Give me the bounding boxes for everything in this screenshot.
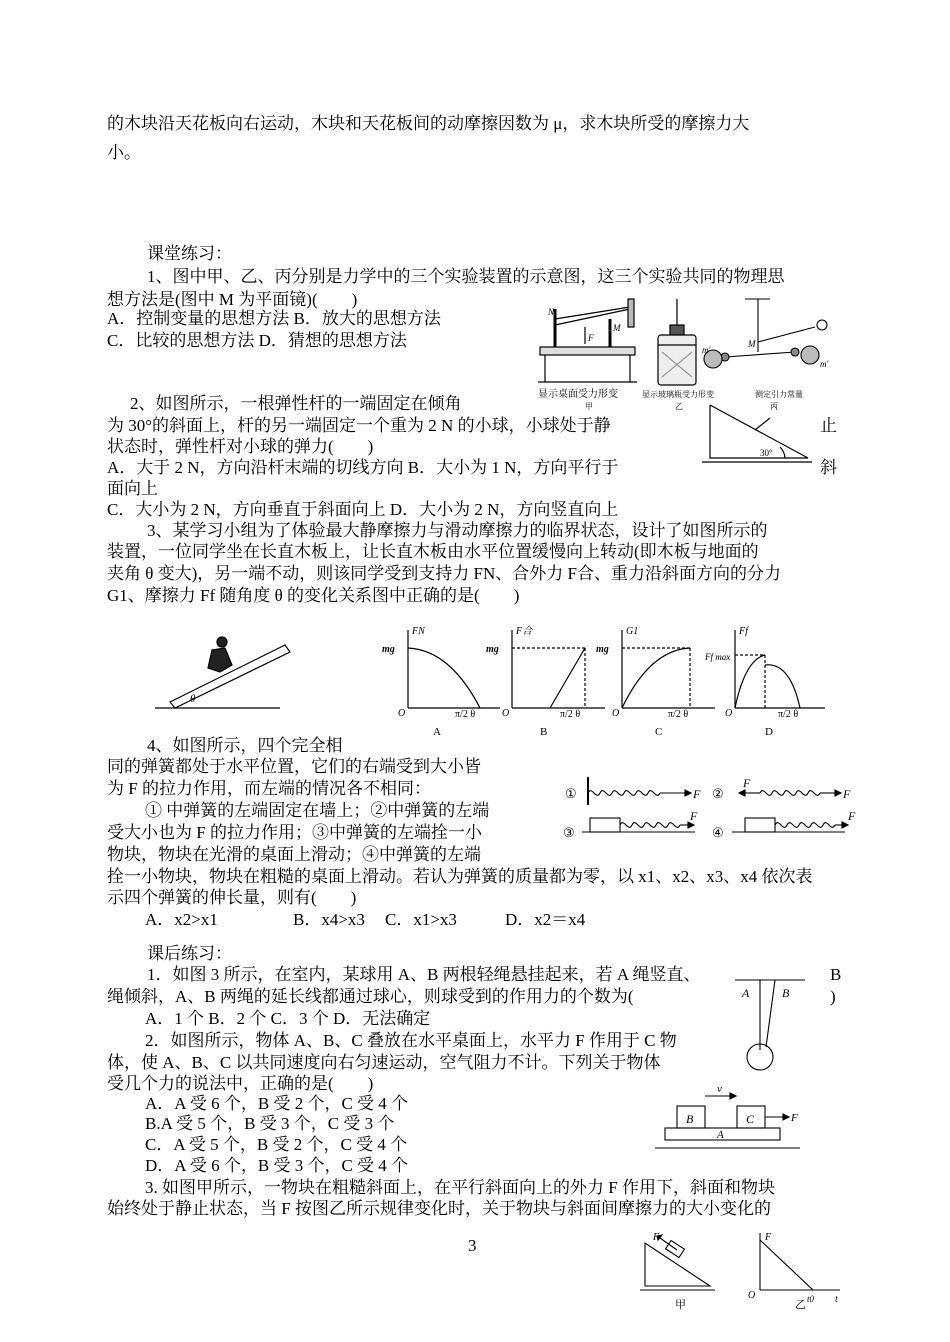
q4-line-3: 为 F 的拉力作用，而左端的情况各不相同： [107, 779, 431, 798]
hw-q2-block-b: B [686, 1112, 694, 1126]
hw-q1-line-1: 1．如图 3 所示，在室内，某球用 A、B 两根轻绳悬挂起来，若 A 绳竖直、 [147, 965, 701, 984]
q4-fig-1: ① [565, 786, 577, 801]
hw-q2-force: F [791, 1112, 798, 1124]
graph-d-mark: Ff max [705, 652, 731, 662]
q3-theta: θ [190, 693, 196, 705]
svg-text:N: N [548, 307, 555, 317]
graph-c-origin: O [612, 708, 620, 719]
graph-c-mark: mg [596, 644, 609, 655]
q4-option-b: B．x4>x3 [293, 910, 365, 929]
hw-q1-line-1-end: B [830, 965, 842, 984]
q1-options-ab: A．控制变量的思想方法 B．放大的思想方法 [107, 309, 441, 328]
q4-option-a: A．x2>x1 [145, 910, 218, 929]
graph-a [408, 630, 500, 708]
q2-line-2-end: 止 [820, 416, 837, 435]
fig-yi [658, 299, 696, 385]
graph-d [735, 630, 825, 708]
graph-b [512, 630, 605, 708]
q4-line-4: ① 中弹簧的左端固定在墙上；②中弹簧的左端 [145, 801, 490, 820]
hw-q3-fig-yi-t: t [835, 1294, 838, 1305]
q4-line-1: 4、如图所示，四个完全相 [147, 736, 343, 755]
q4-line-2: 同的弹簧都处于水平位置，它们的右端受到大小皆 [107, 757, 481, 776]
hw-q2-figure [655, 1080, 805, 1152]
q4-line-6: 物块，物块在光滑的桌面上滑动；④中弹簧的左端 [107, 845, 481, 864]
svg-text:m′: m′ [820, 359, 829, 369]
graph-d-xlabel: π/2 θ [778, 709, 799, 720]
graph-d-label: D [765, 726, 773, 738]
svg-text:F: F [588, 333, 594, 343]
q4-fig-3: ③ [563, 825, 575, 840]
q4-line-8: 示四个弹簧的伸长量，则有( ) [107, 888, 357, 907]
hw-q2-velocity: v [717, 1083, 722, 1095]
hw-q2-option-a: A．A 受 6 个，B 受 2 个，C 受 4 个 [145, 1094, 409, 1113]
q3-figure [150, 620, 850, 745]
hw-q3-fig-yi-label: 乙 [795, 1299, 806, 1311]
svg-text:M: M [613, 323, 621, 333]
q2-figure [700, 400, 815, 468]
q2-line-3: 状态时，弹性杆对小球的弹力( ) [107, 437, 374, 456]
graph-c-label: C [655, 726, 663, 738]
fig-bing [704, 299, 827, 368]
svg-text:m′: m′ [702, 345, 711, 355]
svg-text:M: M [748, 339, 756, 349]
graph-c-xlabel: π/2 θ [668, 709, 689, 720]
hw-q3-line-1: 3. 如图甲所示，一物块在粗糙斜面上，在平行斜面向上的外力 F 作用下，斜面和物块 [145, 1178, 775, 1197]
q2-option-ab-cont: 面向上 [107, 479, 158, 498]
intro-line-2: 小。 [107, 143, 141, 162]
hw-q3-figure [635, 1228, 845, 1342]
q2-option-ab-end: 斜 [820, 458, 837, 477]
q4-fig-4: ④ [712, 825, 724, 840]
fig-bing-label: 丙 [770, 402, 778, 411]
q2-option-ab: A．大于 2 N，方向沿杆末端的切线方向 B．大小为 1 N，方向平行于 [107, 458, 619, 477]
q4-fig-4-f: F [848, 809, 856, 823]
graph-a-xlabel: π/2 θ [455, 709, 476, 720]
hw-q1-line-2-end: ) [830, 987, 836, 1006]
hw-q2-line-1: 2．如图所示，物体 A、B、C 叠放在水平桌面上，水平力 F 作用于 C 物 [145, 1031, 677, 1050]
graph-c [622, 630, 715, 708]
q2-line-1: 2、如图所示，一根弹性杆的一端固定在倾角 [130, 394, 462, 413]
graph-d-ylabel: Ff [739, 626, 748, 637]
graph-b-origin: O [502, 708, 510, 719]
hw-q1-options: A．1 个 B．2 个 C．3 个 D．无法确定 [145, 1009, 431, 1028]
q2-option-cd: C．大小为 2 N，方向垂直于斜面向上 D．大小为 2 N，方向竖直向上 [107, 500, 619, 519]
hw-q1-rope-b: B [782, 986, 790, 1000]
q4-fig-3-f: F [690, 809, 698, 823]
graph-a-mark: mg [382, 644, 395, 655]
graph-b-mark: mg [486, 644, 499, 655]
intro-line-1: 的木块沿天花板向右运动，木块和天花板间的动摩擦因数为 μ，求木块所受的摩擦力大 [107, 114, 750, 133]
q2-line-2: 为 30°的斜面上，杆的另一端固定一个重为 2 N 的小球，小球处于静 [107, 416, 611, 435]
q3-line-4: G1、摩擦力 Ff 随角度 θ 的变化关系图中正确的是( ) [107, 586, 520, 605]
graph-c-ylabel: G1 [626, 626, 639, 637]
graph-b-label: B [540, 726, 548, 738]
hw-q3-fig-jia-label: 甲 [675, 1299, 686, 1311]
hw-q2-line-3: 受几个力的说法中，正确的是( ) [107, 1074, 374, 1093]
q1-line-1: 1、图中甲、乙、丙分别是力学中的三个实验装置的示意图，这三个实验共同的物理思 [147, 267, 785, 286]
q3-line-1: 3、某学习小组为了体验最大静摩擦力与滑动摩擦力的临界状态，设计了如图所示的 [147, 521, 768, 540]
fig-yi-caption: 显示玻璃瓶受力形变 [642, 390, 714, 399]
hw-q1-rope-a: A [742, 986, 750, 1000]
hw-q2-block-a: A [717, 1129, 724, 1141]
q4-fig-1-f: F [693, 787, 701, 801]
q3-board [155, 637, 290, 708]
q4-fig-2-f-left: F [743, 776, 751, 790]
q3-line-3: 夹角 θ 变大)，另一端不动，则该同学受到支持力 FN、合外力 F合、重力沿斜面方向的分力 [107, 564, 781, 583]
q1-line-2: 想方法是(图中 M 为平面镜)( ) [107, 290, 358, 309]
q1-figure [530, 297, 850, 412]
q4-figure [560, 775, 860, 845]
q4-fig-2-f-right: F [843, 787, 851, 801]
q4-option-c: C．x1>x3 [385, 910, 457, 929]
graph-a-origin: O [398, 708, 406, 719]
fig-jia-label: 甲 [585, 402, 593, 411]
q4-line-7: 拴一小物块，物块在粗糙的桌面上滑动。若认为弹簧的质量都为零，以 x1、x2、x3、x4 依次表 [107, 867, 813, 886]
q1-options-cd: C．比较的思想方法 D．猜想的思想方法 [107, 331, 407, 350]
hw-q3-line-2: 始终处于静止状态，当 F 按图乙所示规律变化时，关于物块与斜面间摩擦力的大小变化的 [107, 1199, 771, 1218]
graph-b-xlabel: π/2 θ [560, 709, 581, 720]
hw-q2-option-b: B.A 受 5 个，B 受 3 个，C 受 3 个 [145, 1114, 395, 1133]
hw-q2-block-c: C [746, 1112, 755, 1126]
fig-yi-label: 乙 [675, 402, 683, 411]
hw-q3-fig-yi-o: O [748, 1290, 756, 1301]
hw-q2-option-d: D．A 受 6 个，B 受 3 个，C 受 4 个 [145, 1156, 409, 1175]
graph-b-ylabel: F合 [516, 626, 533, 637]
q3-line-2: 装置，一位同学坐在长直木板上，让长直木板由水平位置缓慢向上转动(即木板与地面的 [107, 542, 759, 561]
hw-q3-fig-jia-f: F [653, 1232, 660, 1243]
graph-a-ylabel: FN [412, 626, 425, 637]
homework-heading: 课后练习： [147, 944, 232, 963]
hw-q3-fig-yi-t0: t0 [807, 1294, 815, 1304]
graph-d-origin: O [725, 708, 733, 719]
hw-q3-fig-yi-f: F [765, 1232, 772, 1243]
page-number: 3 [468, 1236, 477, 1255]
fig-jia-caption: 显示桌面受力形变 [538, 389, 618, 400]
q4-fig-2: ② [712, 786, 724, 801]
q4-line-5: 受大小也为 F 的拉力作用；③中弹簧的左端拴一小 [107, 823, 482, 842]
graph-a-label: A [433, 726, 441, 738]
q4-option-d: D．x2＝x4 [505, 910, 586, 929]
q2-angle: 30° [760, 448, 773, 458]
classwork-heading: 课堂练习： [147, 244, 232, 263]
fig-bing-caption: 测定引力常量 [755, 390, 803, 399]
hw-q1-figure [730, 975, 810, 1075]
hw-q1-line-2: 绳倾斜，A、B 两绳的延长线都通过球心，则球受到的作用力的个数为( [107, 987, 634, 1006]
hw-q2-option-c: C．A 受 5 个，B 受 2 个，C 受 4 个 [145, 1135, 408, 1154]
hw-q2-line-2: 体，使 A、B、C 以共同速度向右匀速运动，空气阻力不计。下列关于物体 [107, 1053, 661, 1072]
